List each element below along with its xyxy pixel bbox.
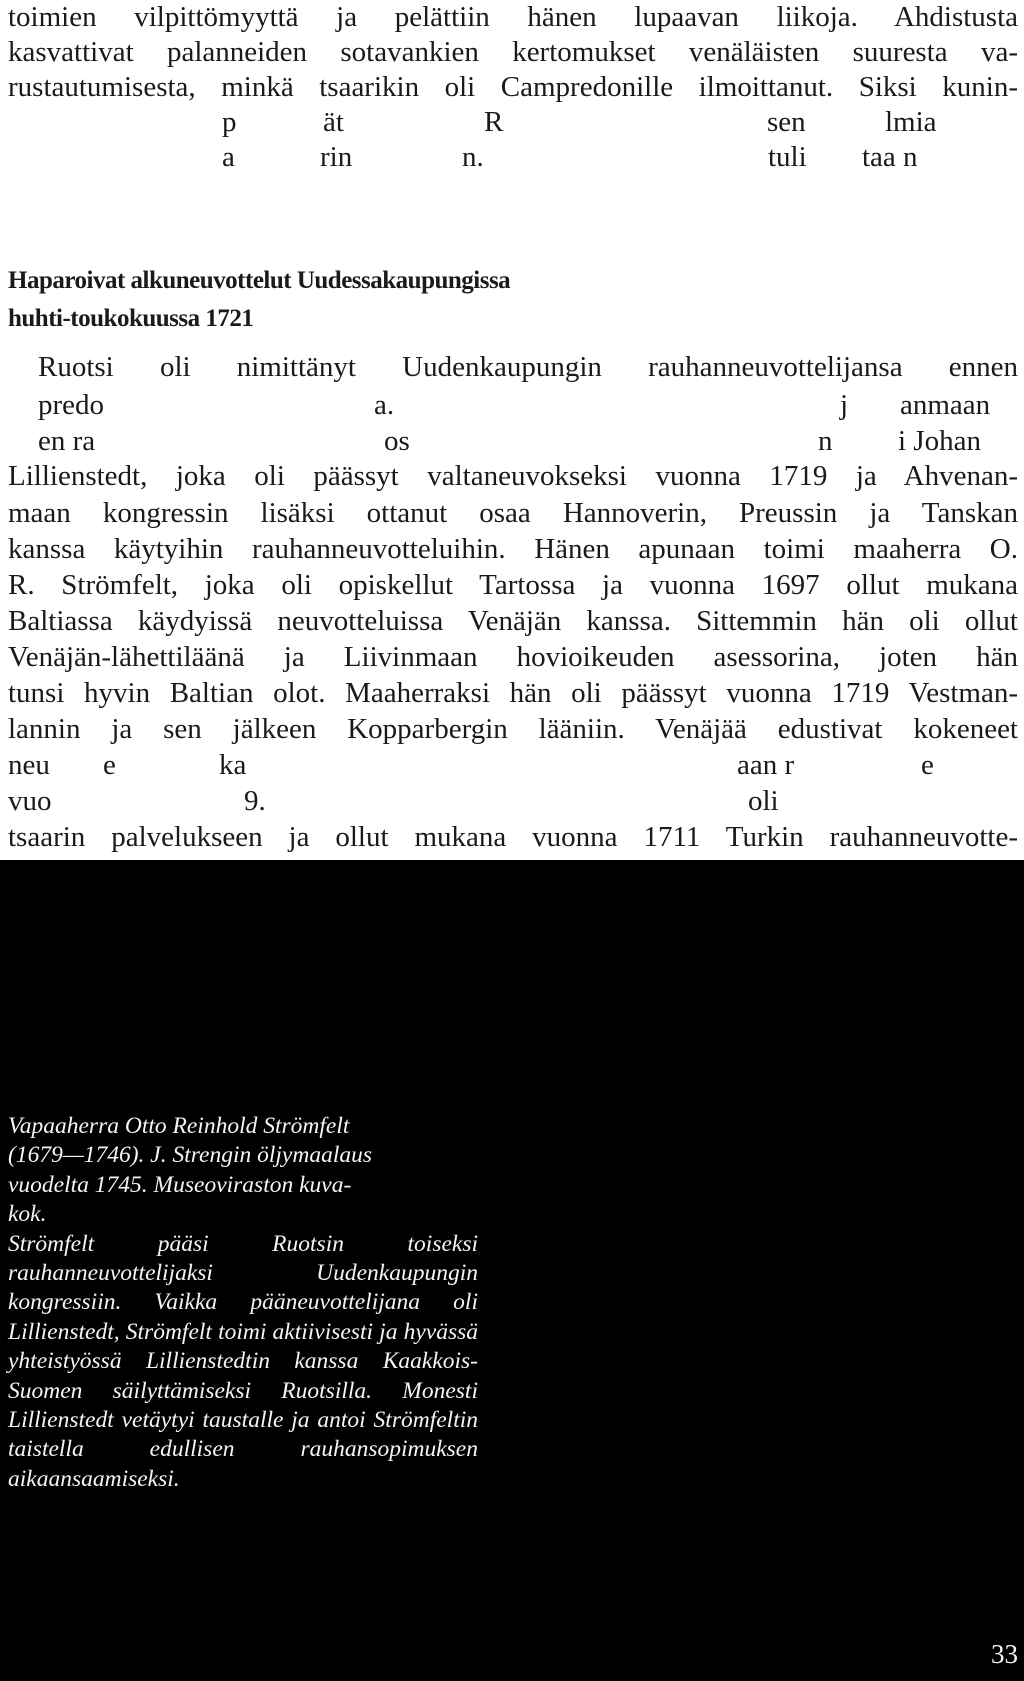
text-fragment: e [921,749,934,781]
text-fragment: neu [8,749,50,781]
text-fragment: ka [219,749,247,781]
text-line: Lillienstedt, joka oli päässyt valtaneuvokseksi vuonna 1719 ja Ahvenan- [8,460,1018,492]
section-heading: huhti-toukokuussa 1721 [8,305,254,332]
text-fragment: aan r [737,749,795,781]
text-fragment: en ra [38,425,96,457]
text-fragment: 9. [244,785,266,817]
section-heading: Haparoivat alkuneuvottelut Uudessakaupungissa [8,267,511,294]
text-fragment: oli [748,785,779,817]
text-fragment: os [384,425,410,457]
text-line: kanssa käytyihin rauhanneuvotteluihin. Hänen apunaan toimi maaherra O. [8,533,1018,565]
caption-title-line: vuodelta 1745. Museoviraston kuva- [8,1171,352,1198]
page-number: 33 [991,1639,1018,1669]
text-fragment: n [818,425,833,457]
text-line: rustautumisesta, minkä tsaarikin oli Campredonille ilmoittanut. Siksi kunin- [8,71,1018,103]
text-fragment: sen [767,106,806,138]
text-line: R. Strömfelt, joka oli opiskellut Tartossa ja vuonna 1697 ollut mukana [8,569,1018,601]
text-line: toimien vilpittömyyttä ja pelättiin hänen lupaavan liikoja. Ahdistusta [8,1,1018,33]
text-line: kasvattivat palanneiden sotavankien kertomukset venäläisten suuresta va- [8,36,1018,68]
text-line: Venäjän-lähettiläänä ja Liivinmaan hovioikeuden asessorina, joten hän [8,641,1018,673]
caption-title-line: (1679—1746). J. Strengin öljymaalaus [8,1142,372,1169]
text-fragment: R [484,106,504,138]
text-line: tsaarin palvelukseen ja ollut mukana vuonna 1711 Turkin rauhanneuvotte- [8,821,1018,853]
text-line: lannin ja sen jälkeen Kopparbergin lääniin. Venäjää edustivat kokeneet [8,713,1018,745]
text-fragment: n. [462,141,484,173]
text-fragment: e [103,749,116,781]
text-fragment: anmaan [900,389,991,421]
text-fragment: rin [320,141,353,173]
text-fragment: j [840,389,849,421]
text-line: Ruotsi oli nimittänyt Uudenkaupungin rauhanneuvottelijansa ennen [38,351,1018,383]
text-fragment: vuo [8,785,52,817]
text-line: tunsi hyvin Baltian olot. Maaherraksi hän oli päässyt vuonna 1719 Vestman- [8,677,1018,709]
text-line: maan kongressin lisäksi ottanut osaa Hannoverin, Preussin ja Tanskan [8,497,1018,529]
text-fragment: taa n [862,141,918,173]
text-fragment: i Johan [898,425,981,457]
text-fragment: p [222,106,237,138]
caption-title-line: Vapaaherra Otto Reinhold Strömfelt [8,1113,350,1139]
text-fragment: predo [38,389,105,421]
text-fragment: a [222,141,235,173]
text-line: Baltiassa käydyissä neuvotteluissa Venäjän kanssa. Sittemmin hän oli ollut [8,605,1018,637]
image-caption [8,1112,478,1494]
text-fragment: tuli [768,141,807,173]
text-fragment: lmia [885,106,937,138]
caption-body: Strömfelt pääsi Ruotsin toiseksi rauhanneuvottelijaksi Uudenkaupungin kongressiin. Vaikka pääneuvottelijana oli Lillienstedt, Strömfelt toimi aktiivisesti ja hyvässä yhteistyössä Lillienstedtin kanssa Kaakkois-Suomen säilyttämiseksi Ruotsilla. Monesti Lillienstedt vetäytyi taustalle ja antoi Strömfeltin taistella edullisen rauhansopimuksen aikaansaamiseksi. [8,1230,478,1492]
text-fragment: a. [374,389,395,421]
text-fragment: ät [323,106,344,138]
caption-title-line: kok. [8,1201,47,1228]
